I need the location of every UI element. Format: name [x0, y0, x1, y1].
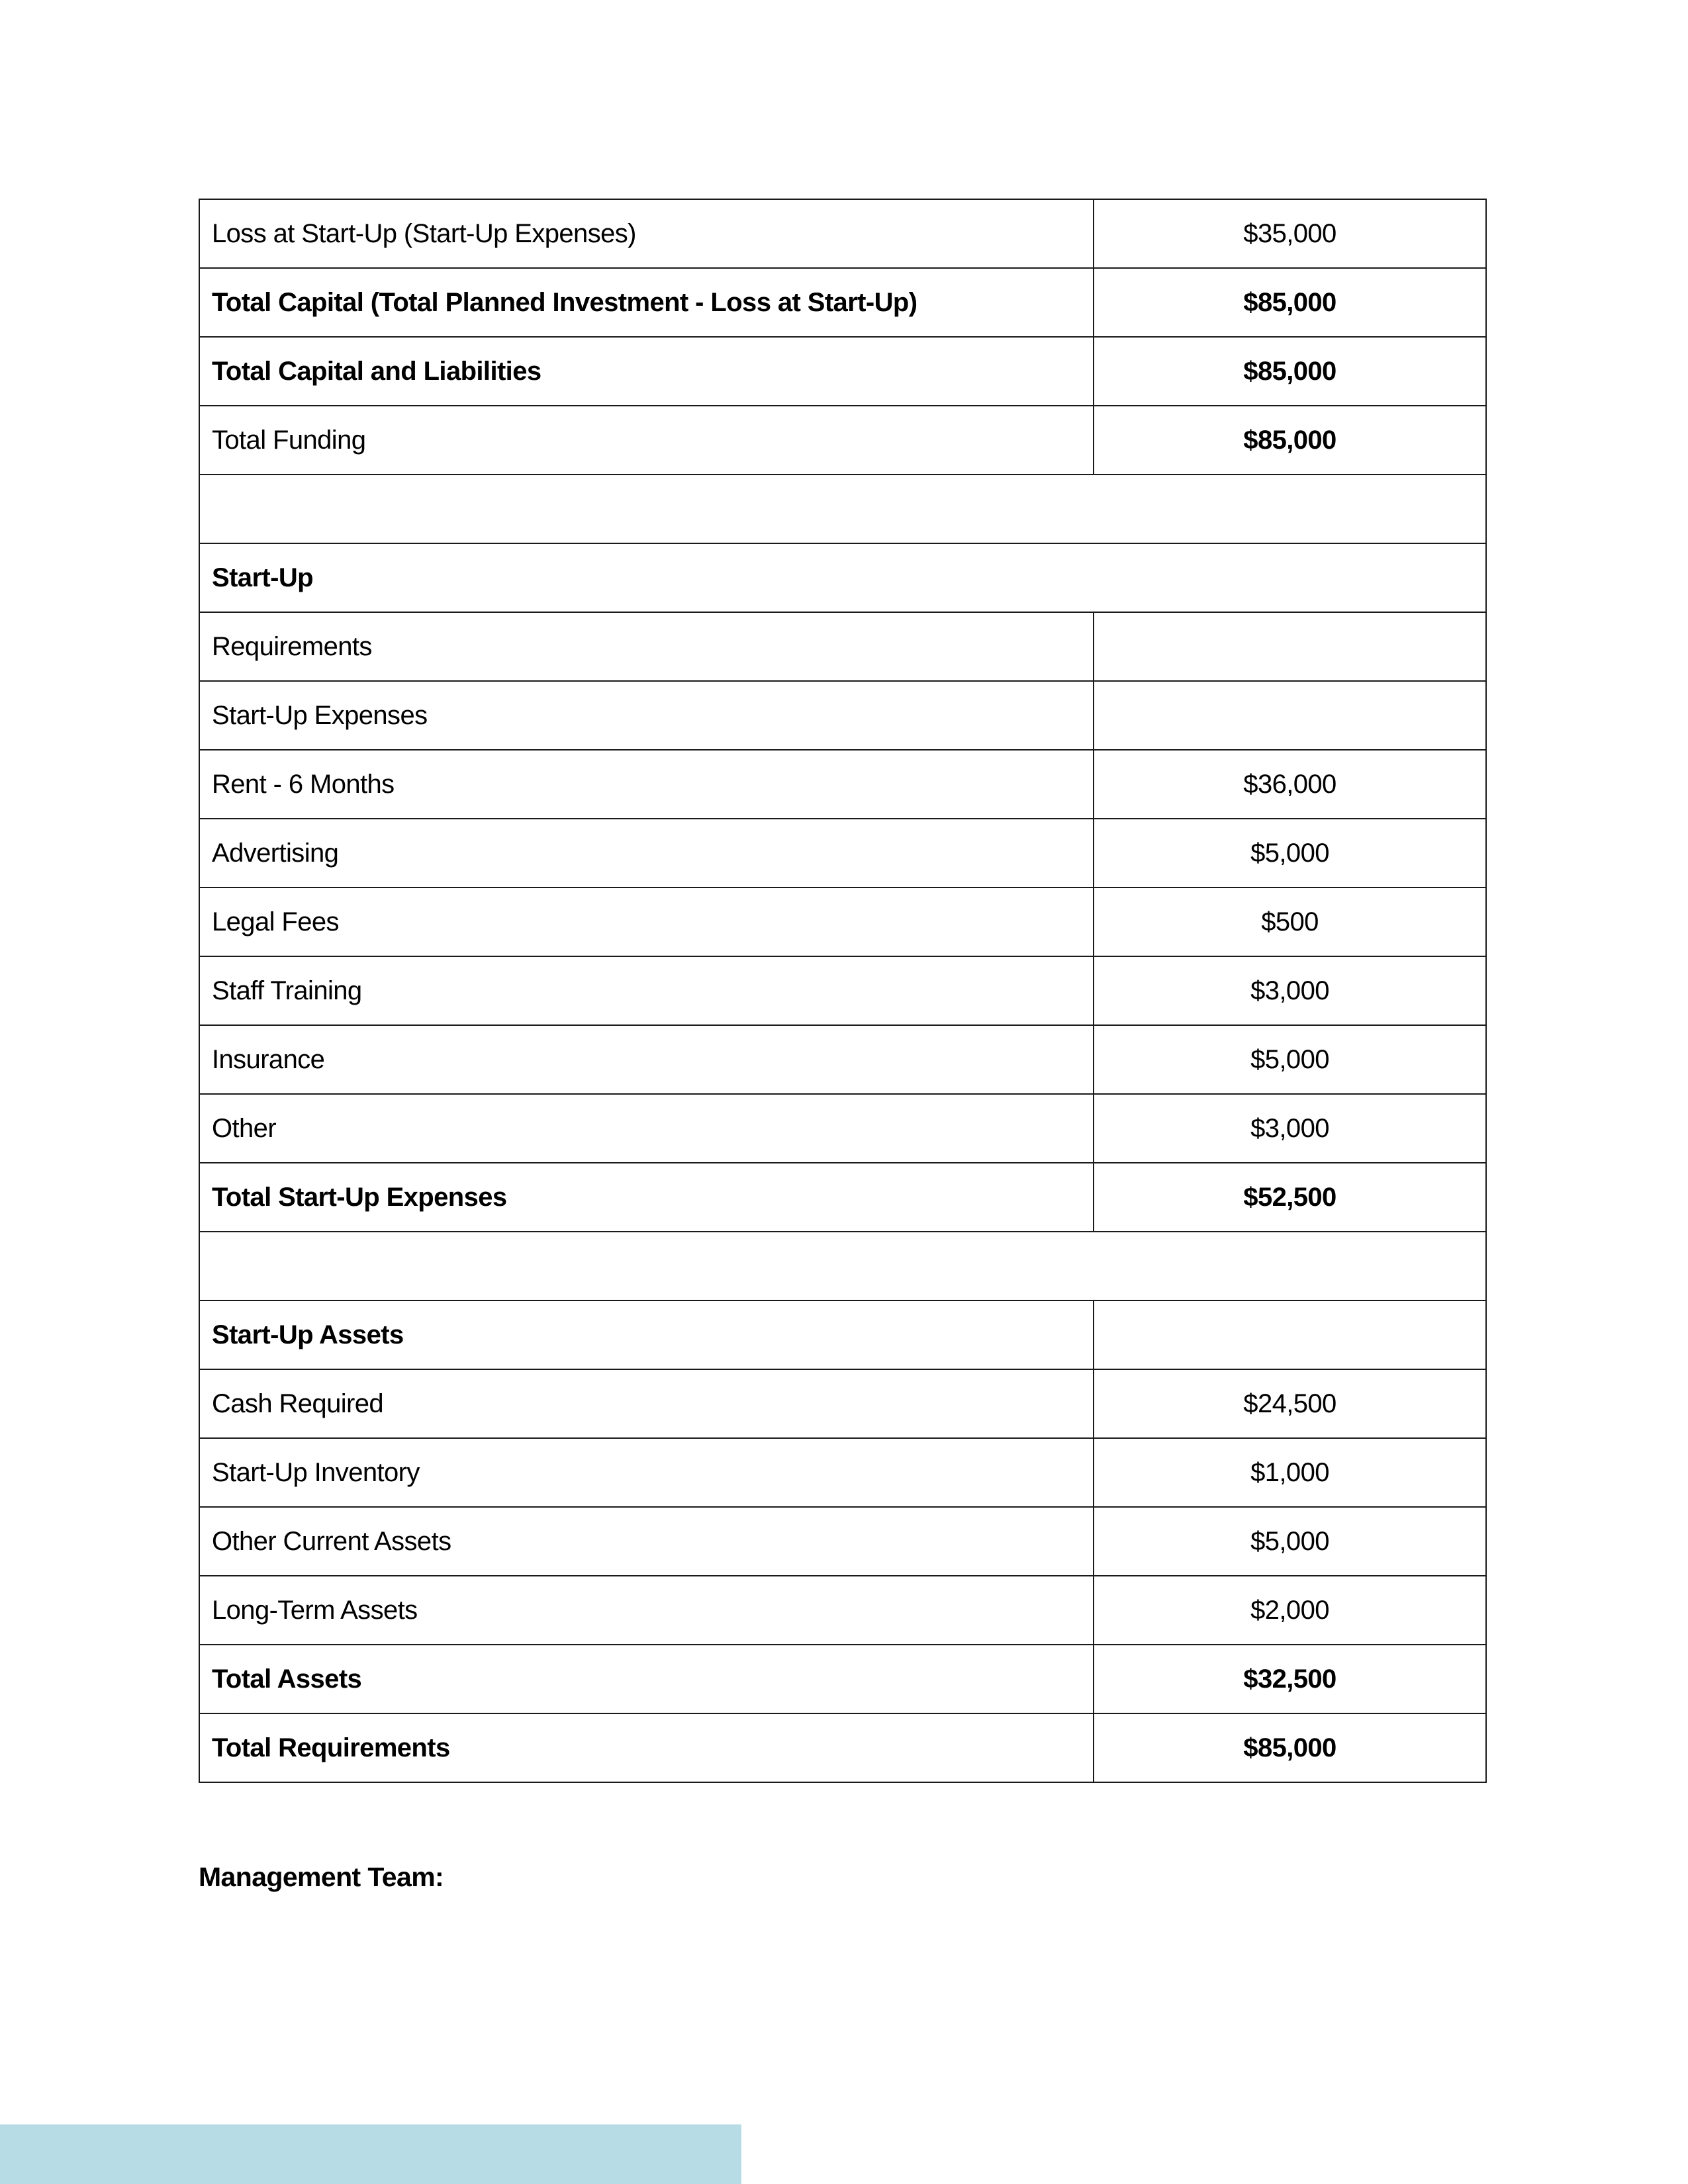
- row-value: $85,000: [1094, 1713, 1486, 1782]
- row-value: $5,000: [1094, 1025, 1486, 1094]
- table-row: [199, 199, 1486, 268]
- row-value: [1094, 1300, 1486, 1369]
- table-row: [199, 1369, 1486, 1438]
- row-label: Legal Fees: [199, 887, 1094, 956]
- row-label: Rent - 6 Months: [199, 750, 1094, 819]
- table-row: [199, 887, 1486, 956]
- section-header-row: [199, 543, 1486, 612]
- row-label: Total Start-Up Expenses: [199, 1163, 1094, 1232]
- row-label: Total Funding: [199, 406, 1094, 475]
- spacer-cell: [199, 475, 1486, 543]
- row-value: $5,000: [1094, 819, 1486, 887]
- spacer-row: [199, 1232, 1486, 1300]
- section-heading-startup: Start-Up: [199, 543, 1486, 612]
- row-value: $32,500: [1094, 1645, 1486, 1713]
- footer-accent-bar: [0, 2124, 741, 2184]
- row-value: $85,000: [1094, 337, 1486, 406]
- total-row: [199, 1163, 1486, 1232]
- table-row: [199, 750, 1486, 819]
- row-label: Cash Required: [199, 1369, 1094, 1438]
- spacer-row: [199, 475, 1486, 543]
- management-team-heading: Management Team:: [199, 1862, 444, 1892]
- row-label: Insurance: [199, 1025, 1094, 1094]
- table-row: [199, 1438, 1486, 1507]
- row-value: [1094, 681, 1486, 750]
- row-label: Long-Term Assets: [199, 1576, 1094, 1645]
- row-label: Start-Up Inventory: [199, 1438, 1094, 1507]
- startup-financials-table: [199, 199, 1487, 1783]
- table-row: [199, 1094, 1486, 1163]
- row-label: Staff Training: [199, 956, 1094, 1025]
- row-label: Other: [199, 1094, 1094, 1163]
- row-value: $500: [1094, 887, 1486, 956]
- section-heading-assets: Start-Up Assets: [199, 1300, 1094, 1369]
- section-header-row: [199, 1300, 1486, 1369]
- row-label: Total Capital and Liabilities: [199, 337, 1094, 406]
- row-label: Total Assets: [199, 1645, 1094, 1713]
- table-row: [199, 1507, 1486, 1576]
- row-value: $35,000: [1094, 199, 1486, 268]
- row-value: $1,000: [1094, 1438, 1486, 1507]
- row-label: Loss at Start-Up (Start-Up Expenses): [199, 199, 1094, 268]
- row-label: Requirements: [199, 612, 1094, 681]
- row-value: [1094, 612, 1486, 681]
- row-value: $3,000: [1094, 956, 1486, 1025]
- row-value: $2,000: [1094, 1576, 1486, 1645]
- table-row: [199, 406, 1486, 475]
- table-row: [199, 612, 1486, 681]
- row-value: $3,000: [1094, 1094, 1486, 1163]
- spacer-cell: [199, 1232, 1486, 1300]
- row-label: Other Current Assets: [199, 1507, 1094, 1576]
- table-body: [199, 199, 1486, 1782]
- total-row: [199, 1645, 1486, 1713]
- table-row: [199, 337, 1486, 406]
- table-row: [199, 1025, 1486, 1094]
- row-value: $52,500: [1094, 1163, 1486, 1232]
- row-value: $5,000: [1094, 1507, 1486, 1576]
- row-value: $36,000: [1094, 750, 1486, 819]
- row-label: Start-Up Expenses: [199, 681, 1094, 750]
- table-row: [199, 819, 1486, 887]
- table-row: [199, 956, 1486, 1025]
- row-value: $85,000: [1094, 406, 1486, 475]
- row-value: $24,500: [1094, 1369, 1486, 1438]
- row-value: $85,000: [1094, 268, 1486, 337]
- table-row: [199, 1576, 1486, 1645]
- table-row: [199, 681, 1486, 750]
- total-row: [199, 1713, 1486, 1782]
- row-label: Advertising: [199, 819, 1094, 887]
- table-row: [199, 268, 1486, 337]
- row-label: Total Requirements: [199, 1713, 1094, 1782]
- row-label: Total Capital (Total Planned Investment - Loss at Start-Up): [199, 268, 1094, 337]
